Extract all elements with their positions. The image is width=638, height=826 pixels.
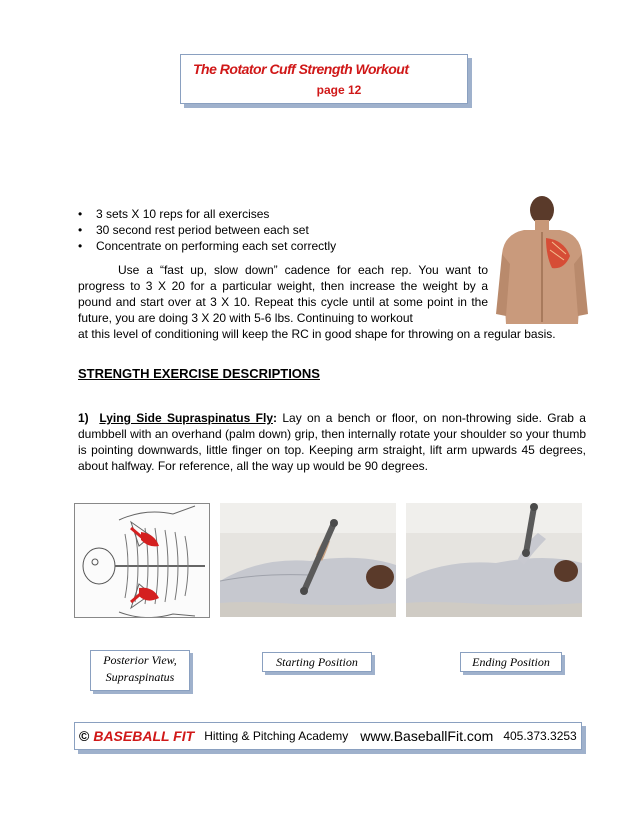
title-box <box>180 54 468 104</box>
page-title: The Rotator Cuff Strength Workout <box>193 61 409 77</box>
bullet-item: • 3 sets X 10 reps for all exercises <box>78 206 498 222</box>
page-number: page 12 <box>316 83 362 97</box>
cadence-text: Use a “fast up, slow down” cadence for each rep. You want to progress to 3 X 20 for a particular weight, then increase the weight by a pound and start over at 3 X 10. Repeat this cycle until at some point in the future, you are doing 3 X 20 with 5-6 lbs. Continuing to workout <box>78 263 488 325</box>
academy-name: Hitting & Pitching Academy <box>204 729 349 743</box>
exercise-description: Lay on a bench or floor, on non-throwing side. Grab a dumbbell with an overhand (palm down) grip, then internally rotate your shoulder so your thumb is pointing downwards, little finger on top. Keeping arm straight, lift arm upwards 45 degrees, about halfway. For reference, all the way up would be 90 degrees. <box>78 411 586 473</box>
brand-name: BASEBALL FIT <box>93 728 195 744</box>
footer-bar <box>74 722 582 750</box>
caption-ending-position: Ending Position <box>460 652 562 672</box>
caption-posterior-view <box>90 650 190 691</box>
workout-bullets <box>78 206 498 254</box>
bullet-item: • Concentrate on performing each set correctly <box>78 238 498 254</box>
caption-line: Supraspinatus <box>105 670 175 684</box>
ending-position-photo <box>406 503 582 617</box>
copyright-symbol: © <box>79 728 90 744</box>
website-link[interactable]: www.BaseballFit.com <box>360 728 494 744</box>
exercise-title: 1) Lying Side Supraspinatus Fly: <box>78 411 277 425</box>
starting-position-photo <box>220 503 396 617</box>
phone-number: 405.373.3253 <box>503 729 577 743</box>
cadence-paragraph-end: at this level of conditioning will keep the RC in good shape for throwing on a regular basis. <box>78 327 556 341</box>
exercise-paragraph <box>78 410 586 474</box>
shoulder-photo <box>494 194 590 324</box>
cadence-paragraph <box>78 262 488 326</box>
caption-line: Posterior View, <box>103 653 177 667</box>
section-heading: STRENGTH EXERCISE DESCRIPTIONS <box>78 366 320 381</box>
caption-starting-position: Starting Position <box>262 652 372 672</box>
supraspinatus-diagram <box>74 503 210 618</box>
bullet-item: • 30 second rest period between each set <box>78 222 498 238</box>
